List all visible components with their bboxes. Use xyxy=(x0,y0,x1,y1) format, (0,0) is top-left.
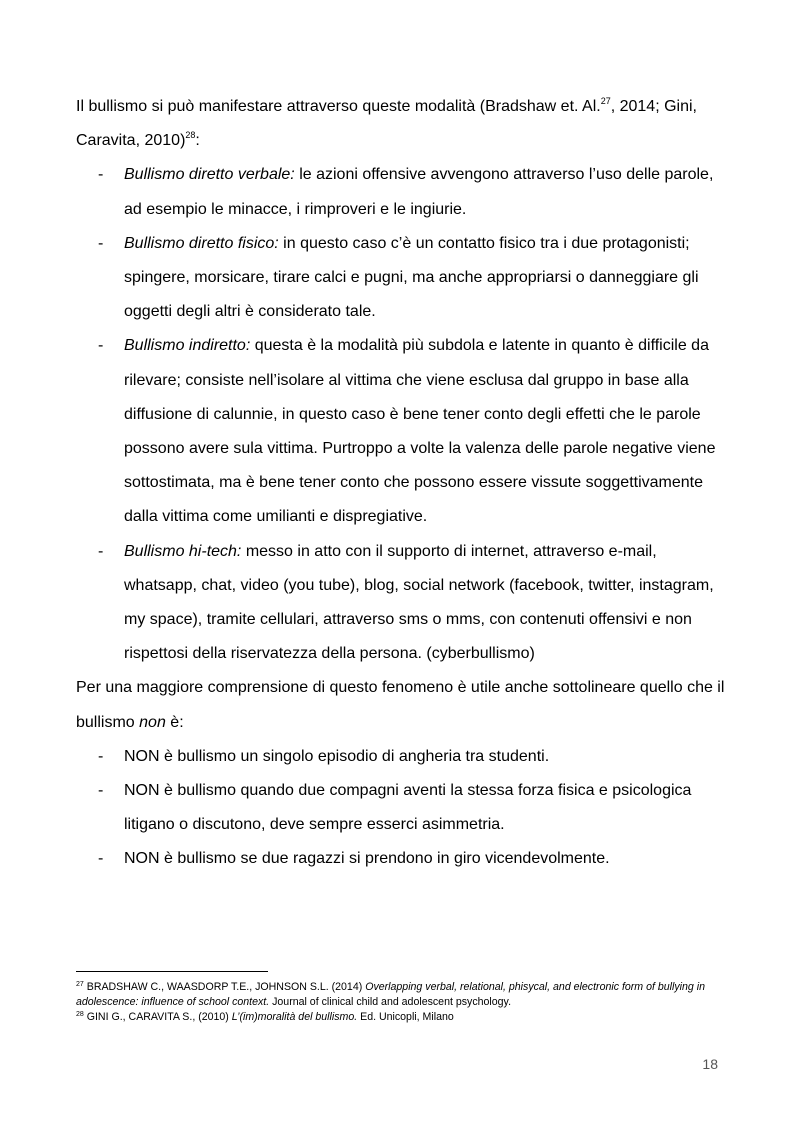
intro-text: Il bullismo si può manifestare attraverso queste modalità (Bradshaw et. Al. xyxy=(76,98,601,115)
footnote-28 xyxy=(76,1010,716,1025)
term: Bullismo diretto verbale: xyxy=(124,166,295,184)
footnote-ref-28[interactable]: 28 xyxy=(185,130,196,141)
list-item xyxy=(76,329,726,534)
list-item xyxy=(76,535,726,672)
term: Bullismo hi-tech: xyxy=(124,542,242,560)
description: questa è la modalità più subdola e latente in quanto è difficile da rilevare; consiste nell’isolare al vittima che viene esclusa dal gruppo in base alla diffusione di calunnie, in questo caso è bene tener conto degli effetti che le parole possono avere sula vittima. Purtroppo a volte la valenza delle parole negative viene sottostimata, ma è bene tener conto che possono essere vissute soggettivamente dalla vittima come umilianti e dispregiative. xyxy=(124,337,716,526)
list-item: - NON è bullismo un singolo episodio di angheria tra studenti. xyxy=(76,740,726,774)
footnote-authors: BRADSHAW C., WAASDORP T.E., JOHNSON S.L. (2014) xyxy=(86,981,366,993)
intro-text-cont: , 2014; Gini, Caravita, 2010) xyxy=(76,98,697,150)
intro-colon: : xyxy=(195,132,200,150)
comprehension-paragraph xyxy=(76,671,726,739)
body-text xyxy=(76,90,726,877)
term: Bullismo diretto fisico: xyxy=(124,234,279,252)
footnote-number: 27 xyxy=(76,981,84,988)
footnote-number: 28 xyxy=(76,1011,84,1018)
footnote-source: Journal of clinical child and adolescent psychology. xyxy=(269,996,512,1008)
footnote-separator xyxy=(76,971,268,972)
emphasis-non: non xyxy=(139,713,166,731)
footnote-27 xyxy=(76,980,716,1010)
comprehension-text: Per una maggiore comprensione di questo fenomeno è utile anche sottolineare quello che il bullismo xyxy=(76,679,725,731)
footnote-ref-27[interactable]: 27 xyxy=(600,96,611,106)
list-item xyxy=(76,227,726,330)
term: Bullismo indiretto: xyxy=(124,337,251,355)
page-number: 18 xyxy=(702,1056,718,1072)
description: le azioni offensive avvengono attraverso l’uso delle parole, ad esempio le minacce, i rimproveri e le ingiurie. xyxy=(124,166,714,218)
description: in questo caso c’è un contatto fisico tra i due protagonisti; spingere, morsicare, tirare calci e pugni, ma anche appropriarsi o danneggiare gli oggetti degli altri è considerato tale. xyxy=(124,234,699,321)
footnote-authors: GINI G., CARAVITA S., (2010) xyxy=(86,1011,232,1023)
list-item: - NON è bullismo se due ragazzi si prendono in giro vicendevolmente. xyxy=(76,842,726,876)
not-bullying-list xyxy=(76,740,726,877)
footnotes xyxy=(76,980,716,1025)
modalities-list xyxy=(76,158,726,671)
footnote-title: L’(im)moralità del bullismo. xyxy=(231,1011,358,1023)
description: messo in atto con il supporto di internet, attraverso e-mail, whatsapp, chat, video (you tube), blog, social network (facebook, twitter, instagram, my space), tramite cellulari, attraverso sms o mms, con contenuti offensivi e non rispettosi della riservatezza della persona. (cyberbullismo) xyxy=(124,542,714,663)
list-item: - NON è bullismo quando due compagni aventi la stessa forza fisica e psicologica litigano o discutono, deve sempre esserci asimmetria. xyxy=(76,774,726,842)
comprehension-tail: è: xyxy=(165,713,184,731)
footnote-source: Ed. Unicopli, Milano xyxy=(357,1011,454,1023)
list-item xyxy=(76,158,726,226)
intro-paragraph xyxy=(76,90,726,158)
footnote-title: Overlapping verbal, relational, phisycal, and electronic form of bullying in adolescence: influence of school context. xyxy=(76,981,705,1008)
